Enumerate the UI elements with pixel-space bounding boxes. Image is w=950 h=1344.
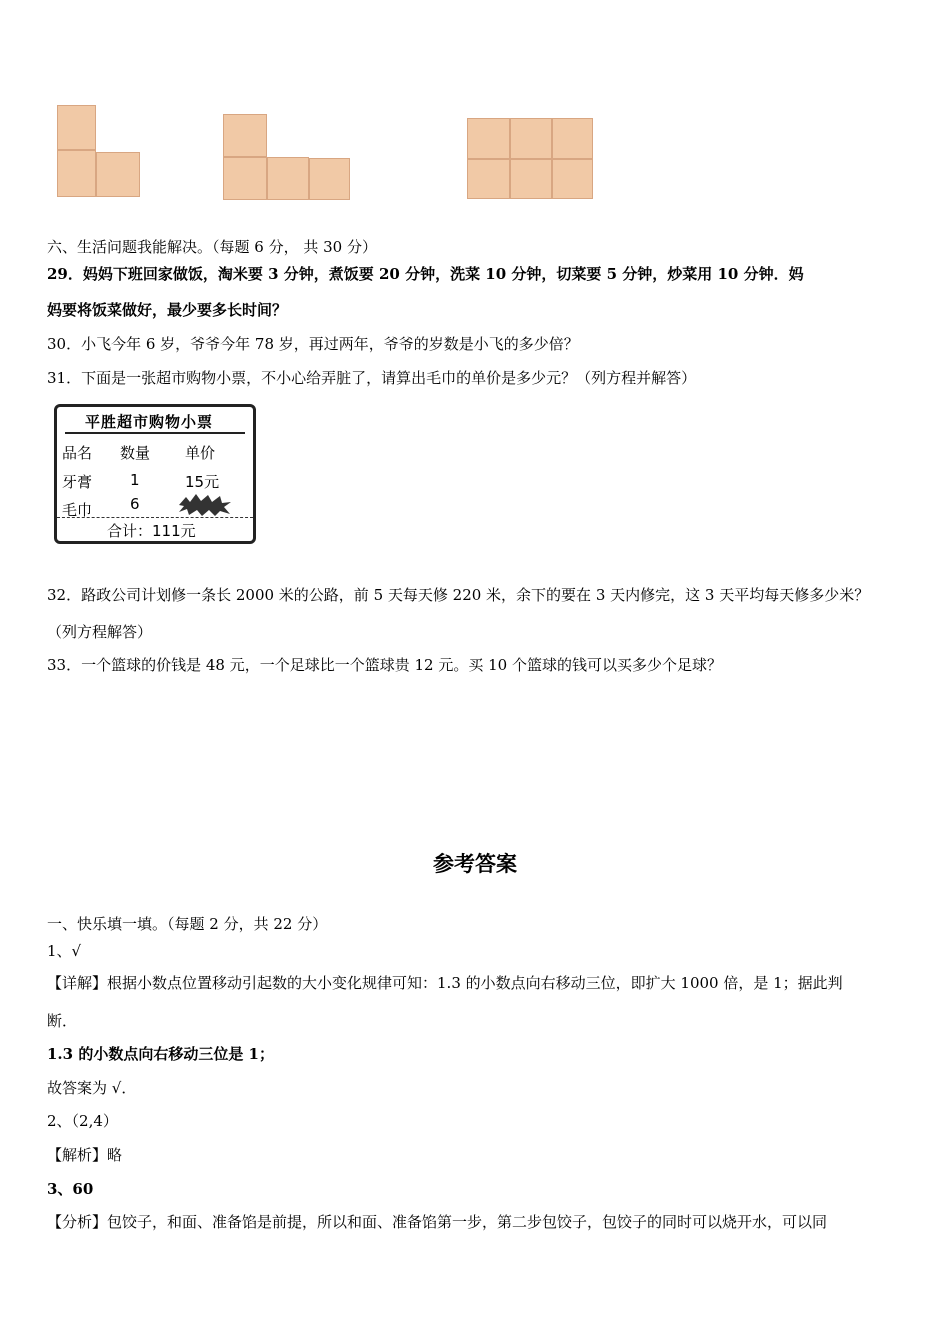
receipt-row1-qty: 1: [130, 471, 140, 489]
answer-1-line4: 故答案为 √．: [47, 1079, 137, 1097]
square: [57, 150, 96, 197]
answer-1-detail-cont: 断．: [47, 1012, 78, 1030]
receipt-row2-qty: 6: [130, 495, 140, 513]
square: [552, 159, 593, 199]
square: [510, 159, 552, 199]
answer-3-detail: 【分析】包饺子，和面、准备馅是前提，所以和面、准备馅第一步，第二步包饺子，包饺子的同时可以烧开水，可以同: [47, 1213, 828, 1231]
receipt-col-name: 品名: [62, 444, 93, 462]
answer-2: 2、（2,4）: [47, 1112, 118, 1130]
receipt-row2-name: 毛巾: [62, 501, 93, 519]
square: [309, 158, 350, 200]
square: [467, 159, 510, 199]
square: [510, 118, 552, 159]
section-header: 六、生活问题我能解决。（每题 6 分， 共 30 分）: [47, 238, 377, 256]
receipt: [54, 404, 256, 544]
square: [552, 118, 593, 159]
receipt-col-qty: 数量: [120, 444, 151, 462]
divider: [57, 517, 253, 518]
square: [223, 114, 267, 157]
question-30: 30．小飞今年 6 岁，爷爷今年 78 岁，再过两年，爷爷的岁数是小飞的多少倍？: [47, 335, 579, 353]
square: [467, 118, 510, 159]
smudge-icon: [177, 493, 233, 517]
answers-section-header: 一、快乐填一填。（每题 2 分，共 22 分）: [47, 915, 328, 933]
receipt-col-price: 单价: [185, 444, 216, 462]
answer-1-detail: 【详解】根据小数点位置移动引起数的大小变化规律可知：1.3 的小数点向右移动三位，即扩大 1000 倍，是 1；据此判: [47, 974, 843, 992]
receipt-row1-price: 15元: [185, 473, 220, 491]
question-33: 33．一个篮球的价钱是 48 元，一个足球比一个篮球贵 12 元。买 10 个篮球的钱可以买多少个足球？: [47, 656, 722, 674]
square: [57, 105, 96, 150]
answer-1: 1、√: [47, 942, 82, 960]
question-31: 31．下面是一张超市购物小票，不小心给弄脏了，请算出毛巾的单价是多少元？（列方程并解答）: [47, 369, 697, 387]
square: [96, 152, 140, 197]
receipt-row1-name: 牙膏: [62, 473, 93, 491]
answer-1-line3: 1.3 的小数点向右移动三位是 1；: [47, 1045, 274, 1063]
answer-3: 3、60: [47, 1180, 94, 1198]
question-29-cont: 妈要将饭菜做好，最少要多长时间？: [47, 301, 288, 319]
divider: [65, 432, 245, 434]
question-29: 29．妈妈下班回家做饭，淘米要 3 分钟，煮饭要 20 分钟，洗菜 10 分钟，切菜要 5 分钟，炒菜用 10 分钟．妈: [47, 265, 804, 283]
square: [267, 157, 309, 200]
question-32: 32．路政公司计划修一条长 2000 米的公路，前 5 天每天修 220 米，余下的要在 3 天内修完，这 3 天平均每天修多少米？: [47, 586, 870, 604]
receipt-total: 合计：111元: [107, 522, 196, 540]
answer-2-detail: 【解析】略: [47, 1146, 123, 1164]
question-32-cont: （列方程解答）: [47, 623, 153, 641]
answers-title: 参考答案: [433, 852, 517, 876]
receipt-title: 平胜超市购物小票: [85, 413, 214, 431]
square: [223, 157, 267, 200]
